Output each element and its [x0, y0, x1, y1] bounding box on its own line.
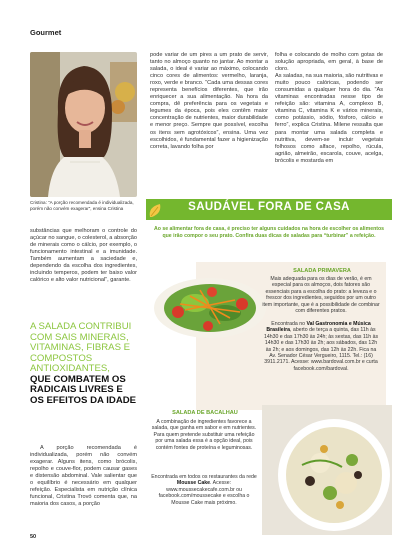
pull-quote	[30, 322, 137, 406]
pull-quote-light: A SALADA CONTRIBUI COM SAIS MINERAIS, VITAMINAS, FIBRAS E COMPOSTOS ANTIOXIDANTES,	[30, 321, 132, 374]
tip2-where-prefix: Encontrada em todos os restaurantes da rede	[151, 474, 257, 480]
photo-caption: Cristina: “A porção recomendada é individualizada, porém não convém exagerar”, ensina Cristina	[30, 200, 134, 211]
body-column-2	[150, 52, 268, 151]
tip2-location	[150, 474, 258, 506]
page-number: 50	[30, 534, 37, 540]
tip2-text: A combinação de ingredientes favorece a salada, que ganha em sabor e em nutrientes. Para quem pretende substituir uma refeição por uma salada essa é a opção ideal, pois contém fontes de proteína e leguminosas.	[151, 419, 257, 451]
tip1-text: Mais adequada para os dias de verão, é em especial para os almoços, dois fatores são essenciais para a escolha do prato: a leveza e o frescor dos ingredientes, seguidos por um outro item importante, que é a possibilidade de combinar com diferentes pratos.	[262, 276, 380, 315]
portrait-photo	[30, 52, 137, 197]
section-label: Gourmet	[30, 28, 62, 37]
tip1-where-name: Val Gastronomia e Música Brasileira	[266, 321, 371, 334]
pull-quote-bold: QUE COMBATEM OS RADICAIS LIVRES E OS EFEITOS DA IDADE	[30, 373, 137, 406]
tip2-where-suffix: . Acesse: www.moussecakecafe.com.br ou facebook.com/moussecake e escolha o Mousse Cake mais próximo.	[158, 480, 250, 506]
body-column-bottom	[30, 445, 137, 508]
tip1-where-prefix: Encontrada no	[271, 321, 307, 327]
tip2-where-name: Mousse Cake	[176, 480, 211, 487]
tip1-title: SALADA PRIMAVERA	[293, 268, 351, 274]
portrait-image	[30, 52, 137, 197]
col1-text: substâncias que melhoram o controle do açúcar no sangue, o colesterol, a absorção de minerais como o cálcio, por exemplo, o funcionamento intestinal e a imunidade. Também aumentam a saciedade e, dependendo da escolha dos ingredientes, incluindo temperos, podem ter baixo valor calórico e alto valor nutricional”, garante.	[30, 228, 137, 284]
body-column-1	[30, 228, 137, 284]
tip1-location	[262, 321, 380, 372]
intro-text: Ao se alimentar fora de casa, é preciso ter alguns cuidados na hora de escolher os alimentos que irão compor o seu prato. Confira duas dicas de saladas para “turbinar” a refeição.	[153, 226, 385, 239]
salad-primavera-image	[150, 268, 268, 340]
tip1-where-suffix: , aberto de terça a quinta, das 11h às 14h30 e das 17h30 às 24h; às sextas, das 11h às 14h30 e das 17h30 às 2h; aos sábados, das 12h às 2h; e aos domingos, das 12h às 22h. Fica na Av. Senador César Vergueiro, 1115. Tel.: (16) 3911.2171. Acesse: www.bardoval.com.br e curta facebook.com/bardoval.	[263, 327, 379, 372]
leaf-icon	[146, 201, 166, 221]
salada-bacalhau-image	[262, 405, 392, 535]
tip2-title: SALADA DE BACALHAU	[172, 410, 238, 416]
section-banner	[146, 199, 392, 220]
col-bottom-text: A porção recomendada é individualizada, porém não convém exagerar. Alguns itens, como brócolis, repolho e couve-flor, podem causar gases e distensão abdominal. Vale salientar que o equilíbrio é necessário em qualquer refeição. Especialista em nutrição clínica funcional, Cristina Trovó comenta que, na maioria dos casos, a porção	[30, 445, 137, 508]
body-column-3	[275, 52, 383, 165]
banner-title: SAUDÁVEL FORA DE CASA	[188, 201, 350, 213]
col3-text: folha e colocando de molho com gotas de solução apropriada, em geral, à base de cloro. As saladas, na sua maioria, são nutritivas e muito pouco calóricas, podendo ser consumidas a qualquer hora do dia. “As vitaminas encontradas nesse tipo de refeição são: vitamina A, complexo B, vitamina C, vitamina K e vários minerais, como potássio, sódio, fósforo, cálcio e ferro”, explica Cristina. Milene ressalta que para montar uma salada completa e nutritiva, devem-se incluir vegetais folhosos como alface, repolho, rúcula, agrião, almeirão, escarola, couve, acelga, brócolis e mostarda em	[275, 52, 383, 164]
col2-text: pode variar de um pires a um prato de servir, tanto no almoço quanto no jantar. Ao montar a salada, o ideal é variar ao máximo, colocando cinco cores de alimentos: vermelho, laranja, roxo, verde e branco. “Cada uma dessas cores representa benefícios diferentes, que irão enriquecer a sua alimentação. Na hora da compra, dê preferência para os vegetais e legumes da época, pois eles contêm maior concentração de nutrientes, maior durabilidade e menor preço. Sempre que possível, escolha os itens sem agrotóxicos”, ensina. Uma vez escolhidos, é fundamental fazer a higienização correta, lavando folha por	[150, 52, 268, 150]
